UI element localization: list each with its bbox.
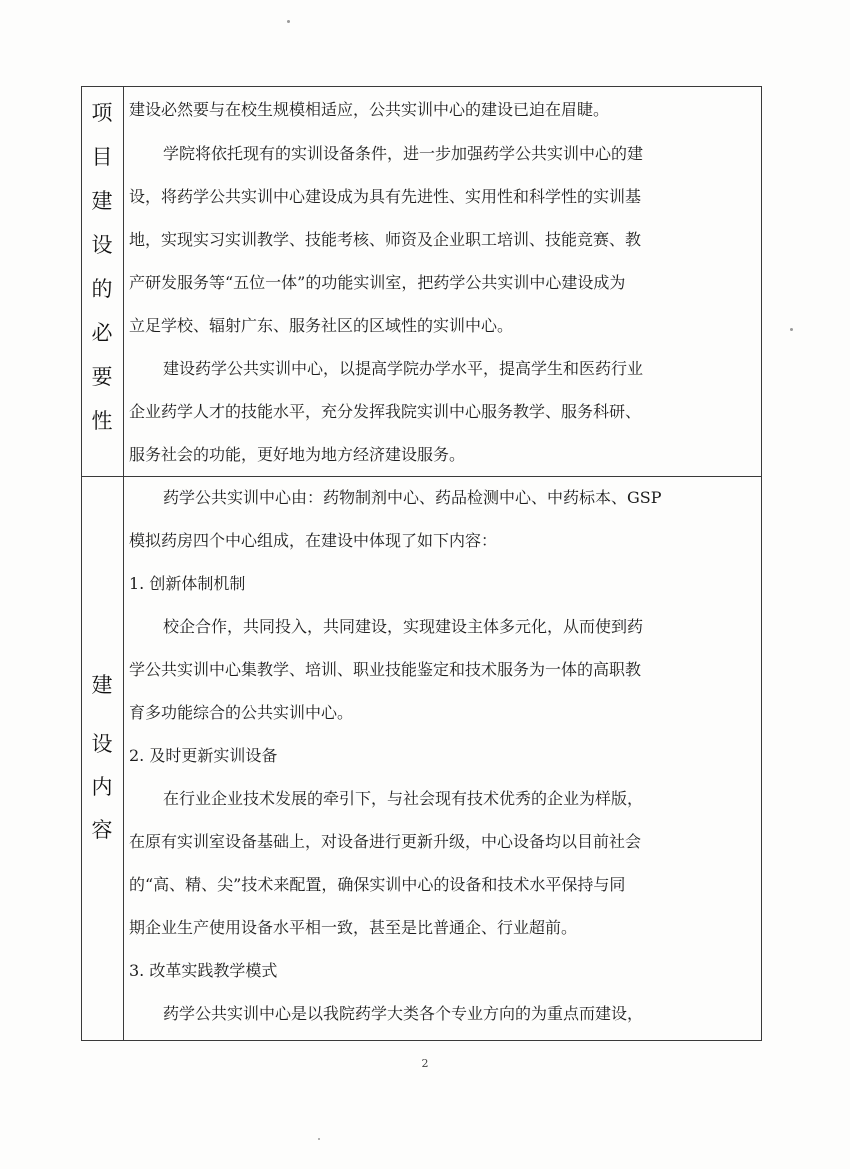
content-content-cell [124,477,761,1040]
necessity-label-char: 的 [91,277,113,301]
content-text-line: 在行业企业技术发展的牵引下，与社会现有技术优秀的企业为样版， [163,789,644,808]
necessity-text-line: 立足学校、辐射广东、服务社区的区域性的实训中心。 [129,316,514,335]
necessity-text-line: 建设必然要与在校生规模相适应，公共实训中心的建设已迫在眉睫。 [129,100,610,119]
content-label-char: 内 [91,775,113,799]
content-text-line: 药学公共实训中心由：药物制剂中心、药品检测中心、中药标本、GSP [163,488,662,507]
necessity-label-cell [82,87,124,476]
content-heading-line: 3. 改革实践教学模式 [129,961,278,980]
content-text-line: 在原有实训室设备基础上，对设备进行更新升级，中心设备均以目前社会 [129,832,642,851]
content-text-line: 模拟药房四个中心组成，在建设中体现了如下内容： [129,531,498,550]
content-text-line: 育多功能综合的公共实训中心。 [129,703,354,722]
necessity-row [82,87,761,477]
content-text-line: 学公共实训中心集教学、培训、职业技能鉴定和技术服务为一体的高职教 [129,660,642,679]
scan-speck [318,1138,320,1140]
necessity-text-line: 建设药学公共实训中心，以提高学院办学水平，提高学生和医药行业 [163,359,644,378]
necessity-text-line: 服务社会的功能，更好地为地方经济建设服务。 [129,445,466,464]
content-label-char: 建 [91,673,113,697]
content-label-char: 设 [91,732,113,756]
content-label-cell [82,477,124,1040]
content-row [82,477,761,1040]
necessity-text-line: 产研发服务等“五位一体”的功能实训室，把药学公共实训中心建设成为 [129,273,626,292]
necessity-content-cell [124,87,761,476]
project-form-table [81,86,762,1041]
necessity-text-line: 学院将依托现有的实训设备条件，进一步加强药学公共实训中心的建 [163,144,644,163]
content-heading-line: 1. 创新体制机制 [129,574,246,593]
necessity-label-char: 性 [91,409,113,433]
content-text-line: 的“高、精、尖”技术来配置，确保实训中心的设备和技术水平保持与同 [129,875,626,894]
content-label-char: 容 [91,818,113,842]
necessity-label-char: 必 [91,321,113,345]
necessity-text-line: 地，实现实习实训教学、技能考核、师资及企业职工培训、技能竞赛、教 [129,230,642,249]
content-heading-line: 2. 及时更新实训设备 [129,746,278,765]
content-text-line: 期企业生产使用设备水平相一致，甚至是比普通企、行业超前。 [129,918,578,937]
necessity-label-char: 建 [91,189,113,213]
page-number: 2 [421,1057,429,1070]
necessity-text-line: 设，将药学公共实训中心建设成为具有先进性、实用性和科学性的实训基 [129,187,642,206]
necessity-label-char: 目 [91,145,113,169]
content-text-line: 药学公共实训中心是以我院药学大类各个专业方向的为重点而建设， [163,1004,644,1023]
necessity-label-char: 设 [91,233,113,257]
necessity-label-char: 项 [91,101,113,125]
necessity-text-line: 企业药学人才的技能水平，充分发挥我院实训中心服务教学、服务科研、 [129,402,642,421]
content-text-line: 校企合作，共同投入，共同建设，实现建设主体多元化，从而使到药 [163,617,644,636]
scan-speck [790,328,793,331]
necessity-label-char: 要 [91,365,113,389]
scan-speck [287,20,290,23]
